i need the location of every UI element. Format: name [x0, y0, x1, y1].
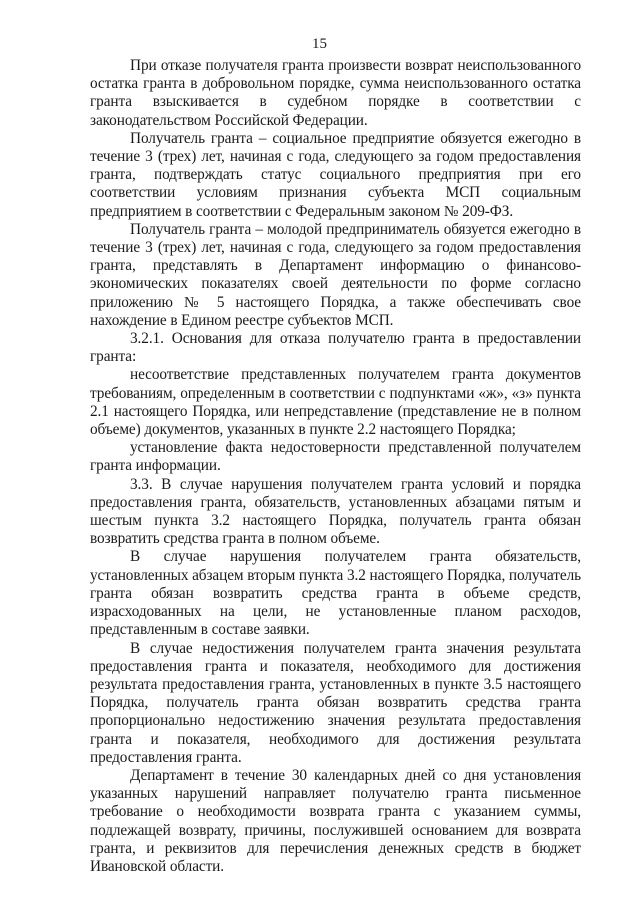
paragraph-3-2-1: 3.2.1. Основания для отказа получателю гранта в предоставлении гранта: — [90, 330, 581, 366]
paragraph-3-3: 3.3. В случае нарушения получателем гранта условий и порядка предоставления гранта, обязательств, установленных абзацами пятым и шестым пункта 3.2 настоящего Порядка, получатель гранта обязан возвратить средства гранта в полном объеме. — [90, 475, 581, 548]
paragraph-noncompliance: несоответствие представленных получателем гранта документов требованиям, определенным в соответствии с подпунктами «ж», «з» пункта 2.1 настоящего Порядка, или непредставление (представление не в полном объеме) документов, указанных в пункте 2.2 настоящего Порядка; — [90, 366, 581, 439]
document-body — [90, 57, 581, 876]
paragraph-violation-obligations: В случае нарушения получателем гранта обязательств, установленных абзацем вторым пункта 3.2 настоящего Порядка, получатель гранта обязан возвратить средства гранта в объеме средств, израсходованных на цели, не установленные планом расходов, представленным в составе заявки. — [90, 548, 581, 639]
paragraph-refund-voluntary: При отказе получателя гранта произвести возврат неиспользованного остатка гранта в добровольном порядке, сумма неиспользованного остатка гранта взыскивается в судебном порядке в соответствии с законодательством Российской Федерации. — [90, 57, 581, 129]
paragraph-young-entrepreneur: Получатель гранта – молодой предприниматель обязуется ежегодно в течение 3 (трех) лет, начиная с года, следующего за годом предоставления гранта, представлять в Департамент информацию о финансово-экономических показателях своей деятельности по форме согласно приложению № 5 настоящего Порядка, а также обеспечивать свое нахождение в Едином реестре субъектов МСП. — [90, 220, 581, 329]
page-number: 15 — [312, 36, 327, 52]
paragraph-social-enterprise: Получатель гранта – социальное предприятие обязуется ежегодно в течение 3 (трех) лет, начиная с года, следующего за годом предоставления гранта, подтверждать статус социального предприятия при его соответствии условиям признания субъекта МСП социальным предприятием в соответствии с Федеральным законом № 209-ФЗ. — [90, 129, 581, 220]
paragraph-false-info: установление факта недостоверности представленной получателем гранта информации. — [90, 439, 581, 475]
paragraph-department-demand: Департамент в течение 30 календарных дней со дня установления указанных нарушений направляет получателю гранта письменное требование о необходимости возврата гранта с указанием суммы, подлежащей возврату, причины, послужившей основанием для возврата гранта, и реквизитов для перечисления денежных средств в бюджет Ивановской области. — [90, 766, 581, 875]
paragraph-result-not-achieved: В случае недостижения получателем гранта значения результата предоставления гранта и показателя, необходимого для достижения результата предоставления гранта, установленных в пункте 3.5 настоящего Порядка, получатель гранта обязан возвратить средства гранта пропорционально недостижению значения результата предоставления гранта и показателя, необходимого для достижения результата предоставления гранта. — [90, 639, 581, 766]
